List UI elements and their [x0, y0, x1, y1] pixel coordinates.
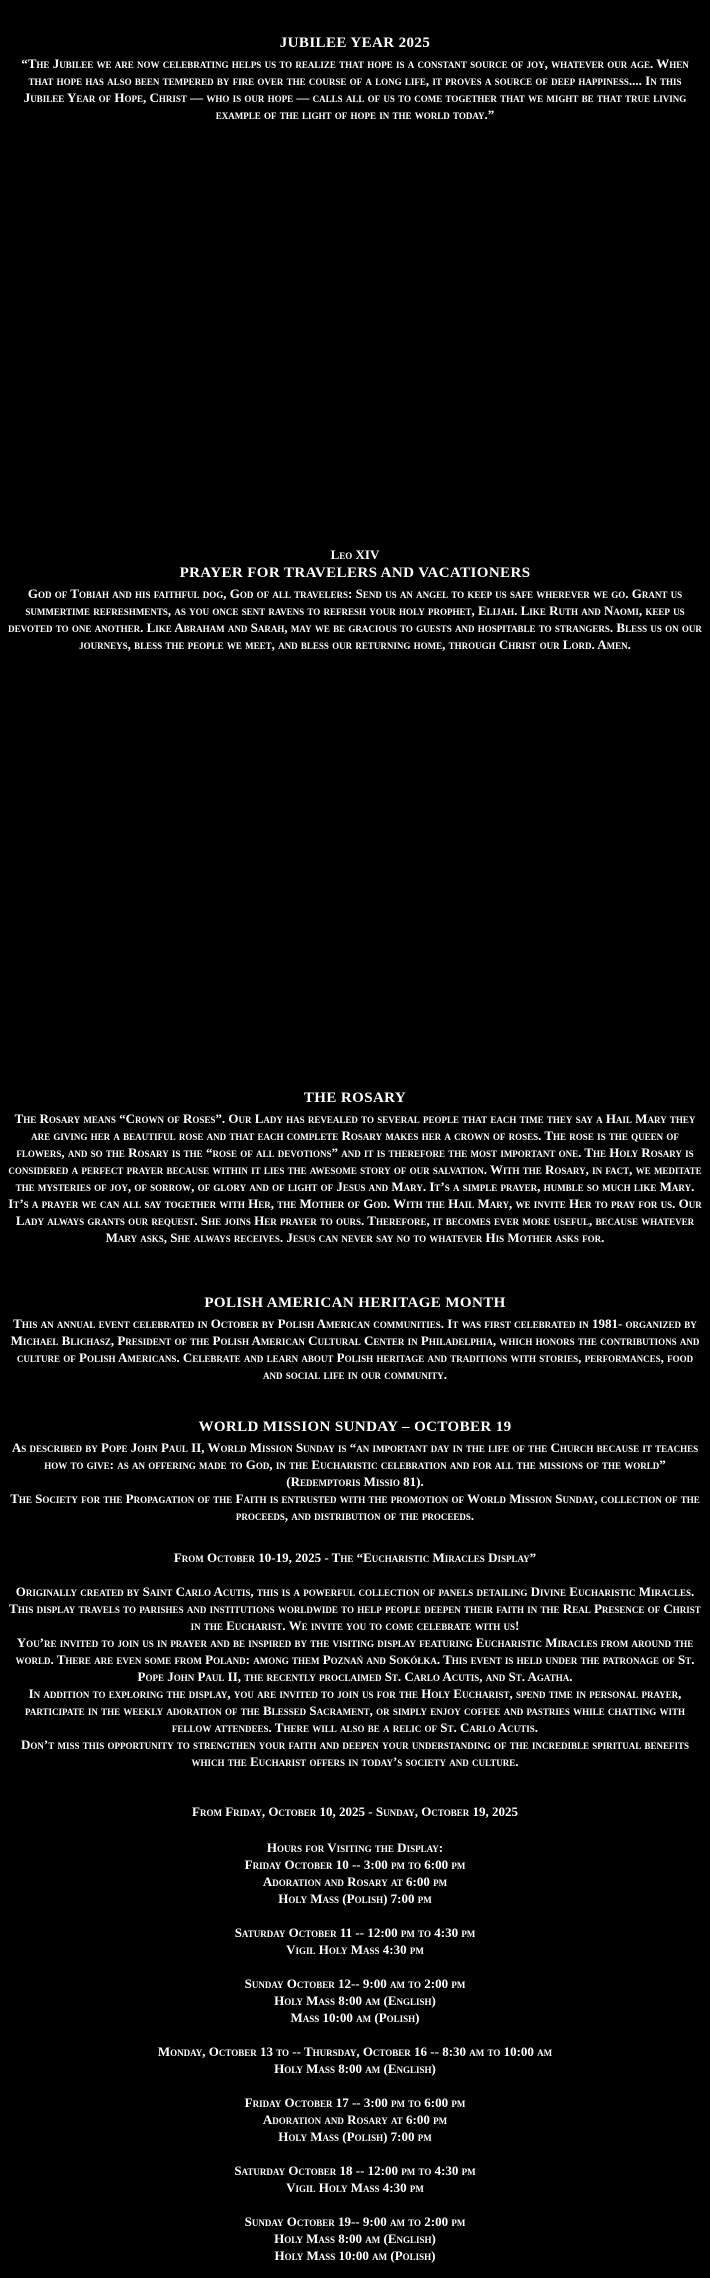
world-mission-body: [8, 1439, 702, 1524]
schedule-line: Sunday October 12-- 9:00 am to 2:00 pm: [244, 1976, 466, 1991]
prayer-heading: PRAYER FOR TRAVELERS AND VACATIONERS: [179, 565, 531, 581]
schedule-block: [8, 1856, 702, 1907]
schedule-title: Hours for Visiting the Display:: [266, 1840, 444, 1855]
schedule-line: Friday October 17 -- 3:00 pm to 6:00 pm: [244, 2095, 466, 2110]
prayer-body: God of Tobiah and his faithful dog, God of all travelers: Send us an angel to keep us safe wherever we go. Grant us summertime refreshments, as you once sent ravens to refresh your holy prophet, Elijah. Like Ruth and Naomi, keep us devoted to one another. Like Abraham and Sarah, may we be gracious to guests and hospitable to strangers. Bless us on our journeys, bless the people we meet, and bless our returning home, through Christ our Lord. Amen.: [8, 586, 702, 652]
section-jubilee: [8, 33, 702, 123]
prayer-author: Leo XIV: [330, 547, 380, 562]
schedule-line: Holy Mass 8:00 am (English): [274, 2061, 436, 2076]
schedule-line: Holy Mass (Polish) 7:00 pm: [278, 2129, 432, 2144]
schedule-line: Saturday October 11 -- 12:00 pm to 4:30 pm: [234, 1925, 476, 1940]
schedule-line: Vigil Holy Mass 4:30 pm: [286, 2180, 424, 2195]
schedule-block: [8, 1924, 702, 1958]
world-mission-heading: WORLD MISSION SUNDAY – OCTOBER 19: [198, 1419, 512, 1435]
schedule-line: Sunday October 19-- 9:00 am to 2:00 pm: [244, 2214, 466, 2229]
polish-heritage-heading: POLISH AMERICAN HERITAGE MONTH: [204, 1295, 506, 1311]
schedule-blocks: [8, 1856, 702, 2264]
schedule-line: Holy Mass 10:00 am (Polish): [274, 2248, 436, 2263]
paragraph: The Society for the Propagation of the Faith is entrusted with the promotion of World Mission Sunday, collection of the proceeds, and distribution of the proceeds.: [10, 1491, 700, 1523]
polish-heritage-body: This an annual event celebrated in October by Polish American communities. It was first celebrated in 1981- organized by Michael Blichasz, President of the Polish American Cultural Center in Philadelphia, which honors the contributions and culture of Polish Americans. Celebrate and learn about Polish heritage and traditions with stories, performances, food and social life in our community.: [10, 1316, 700, 1382]
paragraph: You’re invited to join us in prayer and be inspired by the visiting display featuring Eucharistic Miracles from around the world. There are even some from Poland: among them Poznań and Sokółka. This event is held under the patronage of St. Pope John Paul II, the recently proclaimed St. Carlo Acutis, and St. Agatha.: [15, 1635, 695, 1684]
empty-region-1: [0, 123, 710, 543]
schedule-block: [8, 2043, 702, 2077]
eucharistic-display-heading: From October 10-19, 2025 - The “Eucharistic Miracles Display”: [173, 1550, 537, 1565]
rosary-heading: THE ROSARY: [303, 1090, 407, 1106]
schedule-line: Vigil Holy Mass 4:30 pm: [286, 1942, 424, 1957]
section-travelers-prayer: [8, 546, 702, 653]
section-rosary: [8, 1088, 702, 1246]
schedule-block: [8, 2213, 702, 2264]
paragraph: Don’t miss this opportunity to strengthen your faith and deepen your understanding of the incredible spiritual benefits which the Eucharist offers in today’s society and culture.: [20, 1737, 689, 1769]
schedule-line: Saturday October 18 -- 12:00 pm to 4:30 pm: [234, 2163, 476, 2178]
paragraph: Originally created by Saint Carlo Acutis, this is a powerful collection of panels detailing Divine Eucharistic Miracles. This display travels to parishes and institutions worldwide to help people deepen their faith in the Real Presence of Christ in the Eucharist. We invite you to come celebrate with us!: [9, 1584, 701, 1633]
empty-region-2: [0, 655, 710, 1085]
schedule-line: Adoration and Rosary at 6:00 pm: [262, 1874, 448, 1889]
schedule-line: Holy Mass (Polish) 7:00 pm: [278, 1891, 432, 1906]
rosary-body: The Rosary means “Crown of Roses”. Our Lady has revealed to several people that each time they say a Hail Mary they are giving her a beautiful rose and that each complete Rosary makes her a crown of roses. The rose is the queen of flowers, and so the Rosary is the “rose of all devotions” and it is therefore the most important one. The Holy Rosary is considered a perfect prayer because within it lies the awesome story of our salvation. With the Rosary, in fact, we meditate the mysteries of joy, of sorrow, of glory and of light of Jesus and Mary. It’s a simple prayer, humble so much like Mary. It’s a prayer we can all say together with Her, the Mother of God. With the Hail Mary, we invite Her to pray for us. Our Lady always grants our request. She joins Her prayer to ours. Therefore, it becomes ever more useful, because whatever Mary asks, She always receives. Jesus can never say no to whatever His Mother asks for.: [8, 1111, 702, 1245]
schedule-block: [8, 2094, 702, 2145]
section-schedule: [8, 1839, 702, 2264]
schedule-block: [8, 2162, 702, 2196]
schedule-line: Holy Mass 8:00 am (English): [274, 2231, 436, 2246]
section-eucharistic-display: [8, 1549, 702, 1770]
jubilee-heading: JUBILEE YEAR 2025: [279, 35, 431, 51]
schedule-line: Holy Mass 8:00 am (English): [274, 1993, 436, 2008]
schedule-line: Monday, October 13 to -- Thursday, October 16 -- 8:30 am to 10:00 am: [157, 2044, 553, 2059]
schedule-line: Friday October 10 -- 3:00 pm to 6:00 pm: [244, 1857, 466, 1872]
section-polish-heritage: [8, 1293, 702, 1383]
paragraph: As described by Pope John Paul II, World Mission Sunday is “an important day in the life of the Church because it teaches how to give: as an offering made to God, in the Eucharistic celebration and for all the missions of the world” (Redemptoris Missio 81).: [11, 1440, 699, 1489]
schedule-line: Adoration and Rosary at 6:00 pm: [262, 2112, 448, 2127]
section-display-dates: [8, 1803, 702, 1820]
display-dates-line: From Friday, October 10, 2025 - Sunday, October 19, 2025: [192, 1804, 518, 1819]
schedule-block: [8, 1975, 702, 2026]
jubilee-quote: “The Jubilee we are now celebrating helps us to realize that hope is a constant source of joy, whatever our age. When that hope has also been tempered by fire over the course of a long life, it proves a source of deep happiness.... In this Jubilee Year of Hope, Christ — who is our hope — calls all of us to come together that we might be that true living example of the light of hope in the world today.”: [21, 56, 689, 122]
section-world-mission: [8, 1417, 702, 1524]
eucharistic-display-body: [8, 1583, 702, 1770]
schedule-line: Mass 10:00 am (Polish): [290, 2010, 420, 2025]
paragraph: In addition to exploring the display, you are invited to join us for the Holy Eucharist, spend time in personal prayer, participate in the weekly adoration of the Blessed Sacrament, or simply enjoy coffee and pastries while chatting with fellow attendees. There will also be a relic of St. Carlo Acutis.: [24, 1686, 686, 1735]
